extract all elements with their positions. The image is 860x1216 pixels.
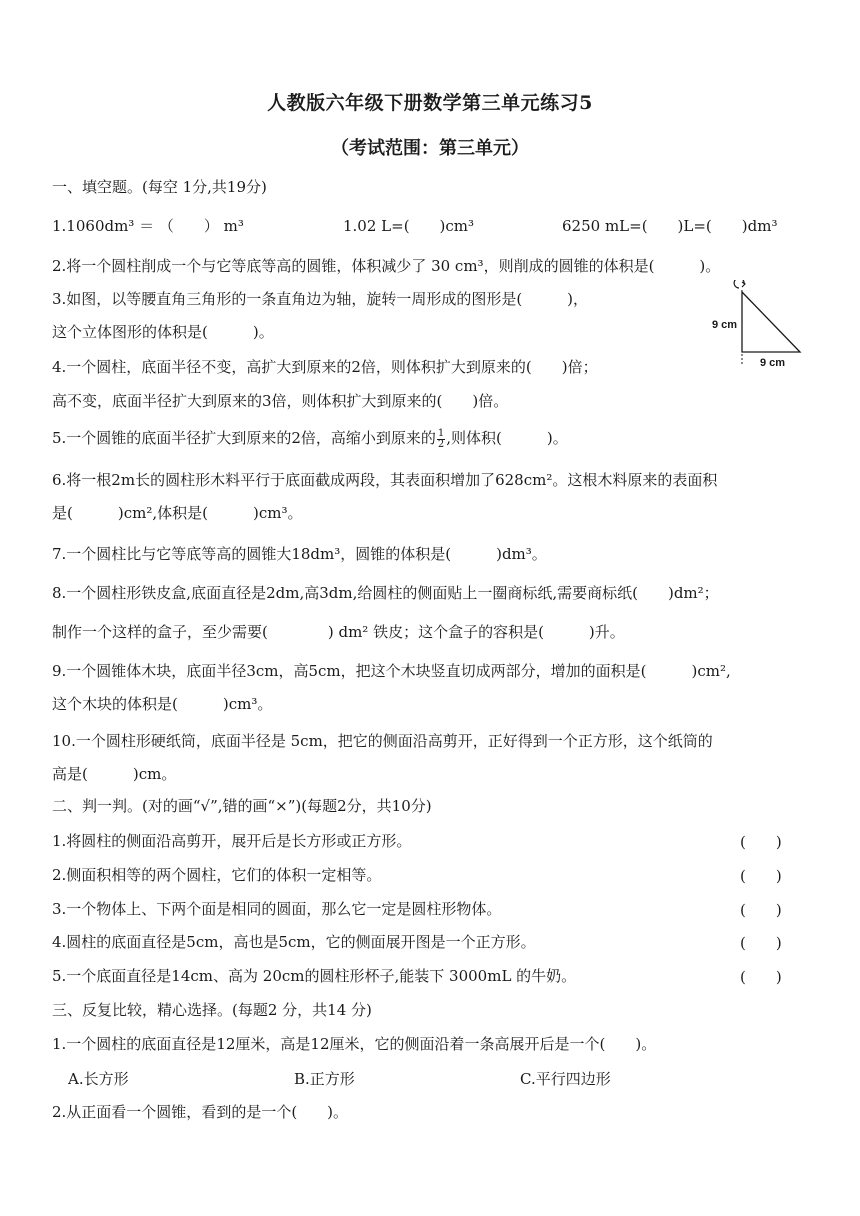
judge-answer-3[interactable]: ( ) bbox=[740, 901, 782, 919]
side-label: 9 cm bbox=[712, 319, 738, 331]
judge-item-5: 5.一个底面直径是14cm、高为 20cm的圆柱形杯子,能装下 3000mL 的牛奶。 bbox=[52, 967, 577, 985]
page-subtitle: （考试范围：第三单元） bbox=[331, 138, 529, 159]
q1-part-a: 1.1060dm³ ＝ （ ） m³ bbox=[52, 217, 244, 235]
fraction-numerator: 1 bbox=[437, 427, 445, 439]
question-6-line1: 6.将一根2m长的圆柱形木料平行于底面截成两段，其表面积增加了628cm²。这根木料原来的表面积 bbox=[52, 471, 718, 489]
choice-question-1: 1.一个圆柱的底面直径是12厘米，高是12厘米，它的侧面沿着一条高展开后是一个( )。 bbox=[52, 1035, 657, 1053]
question-3-line1: 3.如图，以等腰直角三角形的一条直角边为轴，旋转一周形成的图形是( )， bbox=[52, 290, 589, 308]
question-4-line2: 高不变，底面半径扩大到原来的3倍，则体积扩大到原来的( )倍。 bbox=[52, 392, 509, 410]
triangle-rotation-figure bbox=[706, 280, 812, 372]
judge-item-3: 3.一个物体上、下两个面是相同的圆面，那么它一定是圆柱形物体。 bbox=[52, 900, 502, 918]
choice-option-b[interactable]: B.正方形 bbox=[294, 1070, 355, 1088]
section2-heading: 二、判一判。(对的画“√”,错的画“×”)(每题2分，共10分) bbox=[52, 797, 432, 815]
choice-option-a[interactable]: A.长方形 bbox=[68, 1070, 129, 1088]
right-triangle bbox=[742, 292, 800, 352]
base-label: 9 cm bbox=[760, 357, 786, 369]
question-2: 2.将一个圆柱削成一个与它等底等高的圆锥，体积减少了 30 cm³，则削成的圆锥的体积是( )。 bbox=[52, 257, 721, 275]
question-5-tail: ,则体积( )。 bbox=[446, 429, 568, 447]
judge-answer-5[interactable]: ( ) bbox=[740, 968, 782, 986]
question-5-text: 5.一个圆锥的底面半径扩大到原来的2倍，高缩小到原来的 bbox=[52, 429, 436, 447]
judge-answer-4[interactable]: ( ) bbox=[740, 934, 782, 952]
question-3-line2: 这个立体图形的体积是( )。 bbox=[52, 323, 274, 341]
judge-answer-2[interactable]: ( ) bbox=[740, 867, 782, 885]
question-8-line2: 制作一个这样的盒子，至少需要( ) dm² 铁皮；这个盒子的容积是( )升。 bbox=[52, 623, 625, 641]
fraction-one-half bbox=[437, 429, 445, 450]
question-9-line2: 这个木块的体积是( )cm³。 bbox=[52, 695, 273, 713]
question-10-line1: 10.一个圆柱形硬纸筒，底面半径是 5cm，把它的侧面沿高剪开，正好得到一个正方形，这个纸筒的 bbox=[52, 732, 713, 750]
judge-item-1: 1.将圆柱的侧面沿高剪开，展开后是长方形或正方形。 bbox=[52, 832, 412, 850]
choice-question-2: 2.从正面看一个圆锥，看到的是一个( )。 bbox=[52, 1103, 349, 1121]
fraction-denominator: 2 bbox=[437, 438, 445, 450]
question-5 bbox=[52, 428, 568, 450]
question-4-line1: 4.一个圆柱，底面半径不变，高扩大到原来的2倍，则体积扩大到原来的( )倍； bbox=[52, 358, 598, 376]
judge-answer-1[interactable]: ( ) bbox=[740, 833, 782, 851]
question-10-line2: 高是( )cm。 bbox=[52, 765, 177, 783]
judge-item-2: 2.侧面积相等的两个圆柱，它们的体积一定相等。 bbox=[52, 866, 382, 884]
q1-part-b: 1.02 L=( )cm³ bbox=[343, 217, 475, 235]
choice-option-c[interactable]: C.平行四边形 bbox=[520, 1070, 611, 1088]
question-6-line2: 是( )cm²,体积是( )cm³。 bbox=[52, 504, 303, 522]
question-7: 7.一个圆柱比与它等底等高的圆锥大18dm³，圆锥的体积是( )dm³。 bbox=[52, 545, 547, 563]
judge-item-4: 4.圆柱的底面直径是5cm，高也是5cm，它的侧面展开图是一个正方形。 bbox=[52, 933, 536, 951]
page-title: 人教版六年级下册数学第三单元练习5 bbox=[267, 92, 593, 114]
q1-part-c: 6250 mL=( )L=( )dm³ bbox=[562, 217, 778, 235]
section3-heading: 三、反复比较，精心选择。(每题2 分，共14 分) bbox=[52, 1001, 372, 1019]
section1-heading: 一、填空题。(每空 1分,共19分) bbox=[52, 178, 267, 196]
question-8-line1: 8.一个圆柱形铁皮盒,底面直径是2dm,高3dm,给圆柱的侧面贴上一圈商标纸,需要商标纸( )dm²； bbox=[52, 584, 719, 602]
question-9-line1: 9.一个圆锥体木块，底面半径3cm，高5cm，把这个木块竖直切成两部分，增加的面积是( )cm², bbox=[52, 662, 731, 680]
